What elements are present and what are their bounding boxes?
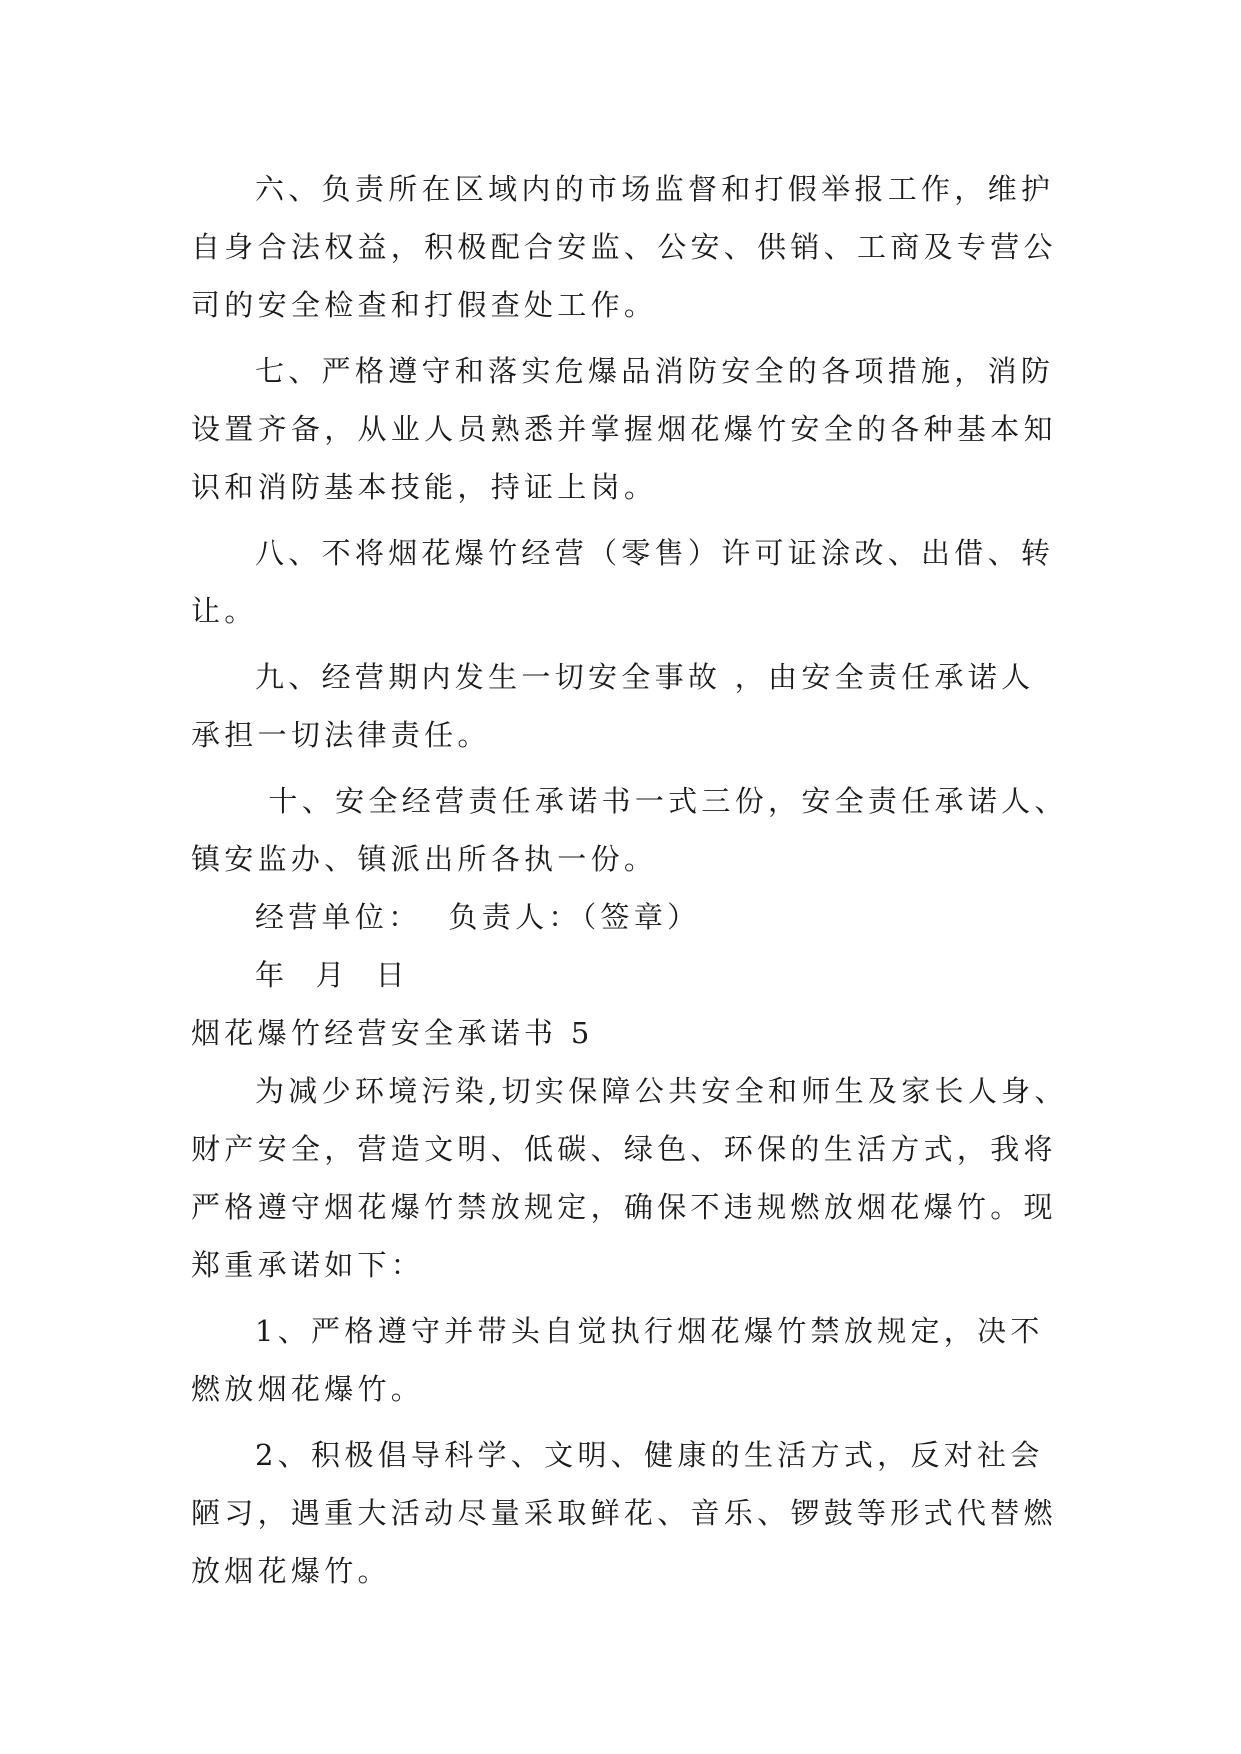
text-line: 2、积极倡导科学、文明、健康的生活方式，反对社会 [255, 1438, 1044, 1472]
text-line: 年 月 日 [255, 958, 409, 992]
text-line: 严格遵守烟花爆竹禁放规定，确保不违规燃放烟花爆竹。现 [191, 1190, 1057, 1224]
text-line: 让。 [191, 594, 258, 628]
date-line [191, 946, 1051, 1004]
paragraph-intro [191, 1062, 1068, 1294]
text-line: 九、经营期内发生一切安全事故 ，由安全责任承诺人 [255, 660, 1035, 694]
paragraph-item-9 [191, 648, 1051, 764]
text-line: 设置齐备，从业人员熟悉并掌握烟花爆竹安全的各种基本知 [191, 412, 1057, 446]
text-line: 经营单位： 负责人：（签章） [255, 900, 701, 934]
paragraph-item-8 [191, 524, 1055, 640]
text-line: 七、严格遵守和落实危爆品消防安全的各项措施，消防 [255, 354, 1055, 388]
paragraph-item-10 [191, 772, 1068, 888]
text-line: 陋习，遇重大活动尽量采取鲜花、音乐、锣鼓等形式代替燃 [191, 1496, 1057, 1530]
paragraph-item-7 [191, 342, 1057, 516]
text-line: 镇安监办、镇派出所各执一份。 [191, 842, 658, 876]
text-line: 烟花爆竹经营安全承诺书 5 [191, 1016, 594, 1050]
text-line: 八、不将烟花爆竹经营（零售）许可证涂改、出借、转 [255, 536, 1055, 570]
text-line: 为减少环境污染,切实保障公共安全和师生及家长人身、 [255, 1074, 1068, 1108]
text-line: 六、负责所在区域内的市场监督和打假举报工作，维护 [255, 172, 1055, 206]
paragraph-item-6 [191, 160, 1057, 334]
document-page [191, 160, 1068, 1600]
text-line: 承担一切法律责任。 [191, 718, 491, 752]
text-line: 燃放烟花爆竹。 [191, 1372, 425, 1406]
text-line: 1、严格遵守并带头自觉执行烟花爆竹禁放规定，决不 [255, 1314, 1044, 1348]
section-heading [191, 1004, 1051, 1062]
text-line: 自身合法权益，积极配合安监、公安、供销、工商及专营公 [191, 230, 1057, 264]
text-line: 司的安全检查和打假查处工作。 [191, 288, 658, 322]
text-line: 识和消防基本技能，持证上岗。 [191, 470, 658, 504]
text-line: 放烟花爆竹。 [191, 1554, 391, 1588]
paragraph-pledge-1 [191, 1302, 1051, 1418]
text-line: 郑重承诺如下： [191, 1248, 425, 1282]
paragraph-pledge-2 [191, 1426, 1057, 1600]
signature-line [191, 888, 1051, 946]
text-line: 十、安全经营责任承诺书一式三份，安全责任承诺人、 [255, 784, 1068, 818]
text-line: 财产安全，营造文明、低碳、绿色、环保的生活方式，我将 [191, 1132, 1057, 1166]
